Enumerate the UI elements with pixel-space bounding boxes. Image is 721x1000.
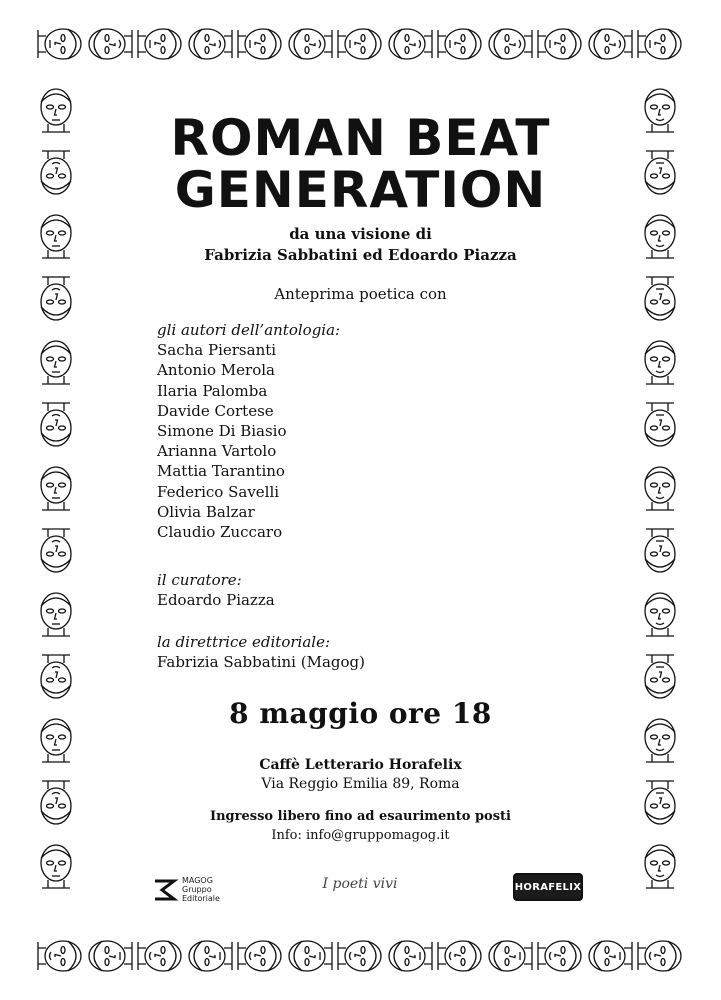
magog-word: Editoriale [182, 894, 220, 903]
venue-name: Caffè Letterario Horafelix [259, 757, 462, 773]
author-name: Ilaria Palomba [157, 381, 268, 400]
author-name: Federico Savelli [157, 482, 280, 501]
magog-m-logo-icon [152, 876, 180, 904]
vision-names: Fabrizia Sabbatini ed Edoardo Piazza [204, 246, 517, 264]
director-name: Fabrizia Sabbatini (Magog) [157, 653, 365, 672]
curator-label: il curatore: [157, 571, 242, 589]
magog-logo-text [182, 876, 220, 903]
director-section [157, 632, 487, 672]
signature-logo: I poeti vivi [322, 876, 398, 892]
info-email: Info: info@gruppomagog.it [271, 828, 450, 843]
preview-text: Anteprima poetica con [274, 285, 447, 303]
vision-intro: da una visione di [289, 225, 432, 243]
director-label: la direttrice editoriale: [157, 633, 330, 651]
magog-word: Gruppo [182, 885, 212, 894]
horafelix-logo [513, 873, 583, 901]
author-name: Davide Cortese [157, 401, 274, 420]
event-date: 8 maggio ore 18 [229, 697, 492, 730]
horafelix-logo-text: HORAFELIX [514, 881, 582, 893]
author-name: Claudio Zuccaro [157, 523, 283, 542]
author-name: Olivia Balzar [157, 502, 255, 521]
venue-address: Via Reggio Emilia 89, Roma [261, 776, 460, 792]
author-name: Simone Di Biasio [157, 422, 287, 441]
curator-name: Edoardo Piazza [157, 591, 275, 610]
magog-word: MAGOG [182, 876, 213, 885]
author-name: Mattia Tarantino [157, 462, 285, 481]
magog-logo [152, 874, 232, 910]
authors-section [157, 320, 487, 542]
curator-section [157, 570, 487, 610]
author-name: Arianna Vartolo [157, 442, 277, 461]
author-name: Sacha Piersanti [157, 341, 277, 360]
authors-label: gli autori dell’antologia: [157, 321, 341, 339]
title-line-2: GENERATION [174, 161, 547, 219]
entry-note: Ingresso libero fino ad esaurimento posti [210, 809, 511, 824]
title-line-1: ROMAN BEAT [170, 109, 551, 167]
author-name: Antonio Merola [157, 361, 275, 380]
